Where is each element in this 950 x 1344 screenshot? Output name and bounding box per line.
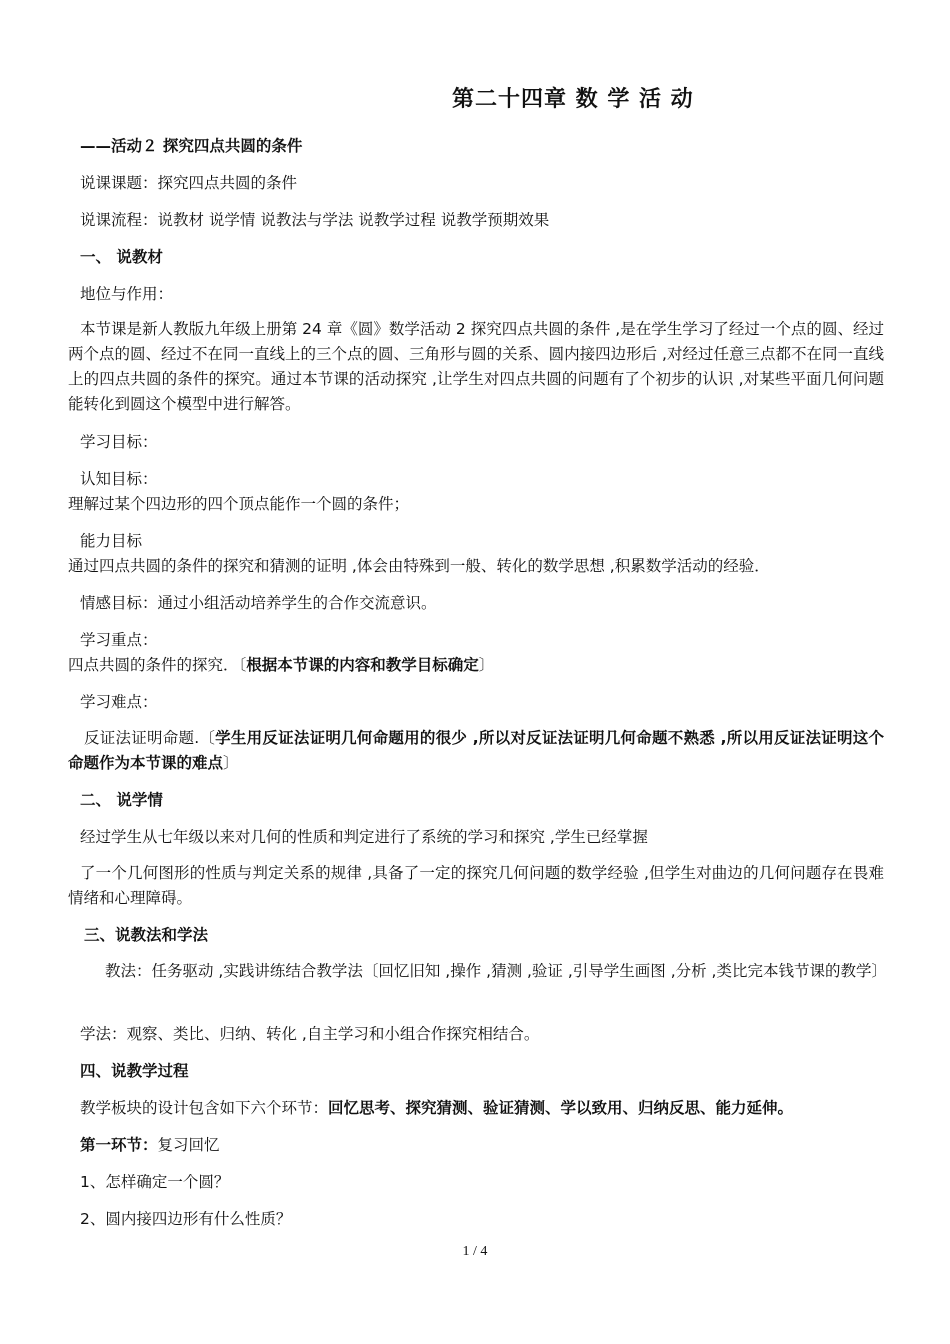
design-summary: 教学板块的设计包含如下六个环节：回忆思考、探究猜测、验证猜测、学以致用、归纳反思、能力延伸。 (80, 1099, 794, 1117)
question-2: 2、圆内接四边形有什么性质？ (80, 1210, 292, 1228)
question-1: 1、怎样确定一个圆？ (80, 1173, 230, 1191)
page-number: 1 / 4 (462, 1244, 488, 1259)
section-4-heading: 四、说教学过程 (80, 1062, 189, 1080)
student-analysis-line-1: 经过学生从七年级以来对几何的性质和判定进行了系统的学习和探究 ,学生已经掌握 (80, 828, 648, 846)
cognitive-goal-text: 理解过某个四边形的四个顶点能作一个圆的条件； (68, 495, 410, 513)
step-1: 第一环节：复习回忆 (80, 1136, 220, 1154)
page-title: 第二十四章 数 学 活 动 (452, 87, 694, 112)
role-paragraph: 本节课是新人教版九年级上册第 24 章《圆》数学活动 2 探究四点共圆的条件 ,是在学生学习了经过一个点的圆、经过两个点的圆、经过不在同一直线上的三个点的圆、三角形与圆的关系、圆内接四边形后 ,对经过任意三点都不在同一直线上的四点共圆的条件的探究。通过本节课的活动探究 ,让学生对四点共圆的问题有了个初步的认识 ,对某些平面几何问题能转化到圆这个模型中进行解答。 (68, 320, 884, 413)
section-3-heading: 三、说教法和学法 (84, 926, 209, 944)
learning-method: 学法：观察、类比、归纳、转化 ,自主学习和小组合作探究相结合。 (80, 1025, 540, 1043)
student-analysis-line-2: 了一个几何图形的性质与判定关系的规律 ,具备了一定的探究几何问题的数学经验 ,但学生对曲边的几何问题存在畏难情绪和心理障碍。 (68, 864, 884, 907)
section-2-heading: 二、 说学情 (80, 791, 163, 809)
key-point-label: 学习重点： (80, 631, 158, 649)
emotion-goal: 情感目标：通过小组活动培养学生的合作交流意识。 (80, 594, 437, 612)
lesson-topic: 说课课题：探究四点共圆的条件 (80, 174, 298, 192)
activity-heading: ——活动２ 探究四点共圆的条件 (80, 137, 303, 155)
key-point-text: 四点共圆的条件的探究．〔根据本节课的内容和教学目标确定〕 (68, 656, 495, 674)
goals-label: 学习目标： (80, 433, 158, 451)
section-1-heading: 一、 说教材 (80, 248, 163, 266)
difficulty-label: 学习难点： (80, 693, 158, 711)
lesson-flow: 说课流程：说教材 说学情 说教法与学法 说教学过程 说教学预期效果 (80, 211, 550, 229)
cognitive-goal-label: 认知目标： (80, 470, 158, 488)
role-label: 地位与作用： (80, 285, 174, 303)
difficulty-text: 反证法证明命题.〔学生用反证法证明几何命题用的很少 ,所以对反证法证明几何命题不熟悉 ,所以用反证法证明这个命题作为本节课的难点〕 (68, 729, 884, 772)
ability-goal-label: 能力目标 (80, 532, 143, 550)
ability-goal-text: 通过四点共圆的条件的探究和猜测的证明 ,体会由特殊到一般、转化的数学思想 ,积累数学活动的经验． (68, 557, 770, 575)
teaching-method: 教法：任务驱动 ,实践讲练结合教学法〔回忆旧知 ,操作 ,猜测 ,验证 ,引导学生画图 ,分析 ,类比完本钱节课的教学〕 (105, 962, 887, 980)
